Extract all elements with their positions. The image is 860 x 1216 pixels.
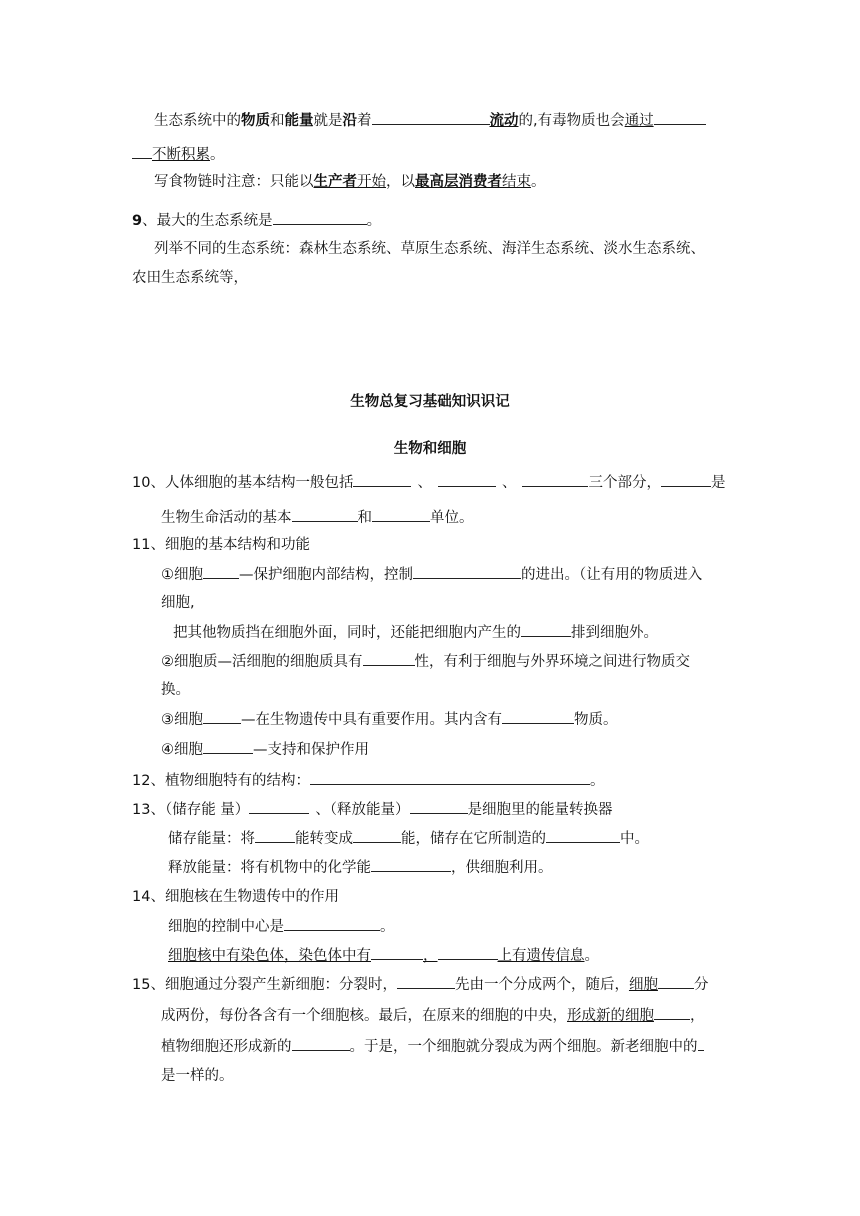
- fill-blank[interactable]: [310, 770, 590, 785]
- text: 能，储存在它所制造的: [401, 831, 546, 847]
- fill-blank[interactable]: [661, 472, 711, 487]
- question-14-line-2: [168, 945, 599, 966]
- text: 13、（储存能 量）: [132, 802, 250, 818]
- fill-blank[interactable]: [521, 622, 571, 637]
- nucleus-line: [161, 709, 618, 730]
- text: 。: [531, 174, 546, 190]
- ecosystem-line-1: [154, 110, 706, 131]
- text: 、最大的生态系统是: [142, 213, 273, 229]
- fill-blank[interactable]: [353, 472, 411, 487]
- question-12: [132, 770, 604, 791]
- question-15-line-3: [161, 1036, 704, 1057]
- fill-blank[interactable]: [371, 945, 423, 960]
- text: 释放能量：将有机物中的化学能: [168, 860, 371, 876]
- text: 就是: [313, 113, 343, 129]
- cell-membrane-line-2: 细胞,: [161, 595, 195, 611]
- text: 15、细胞通过分裂产生新细胞：分裂时，: [132, 977, 397, 993]
- text: 生态系统中的: [154, 113, 241, 129]
- text: 生产者: [313, 174, 357, 190]
- ecosystem-list-line-2: 农田生态系统等，: [132, 270, 248, 286]
- question-14-line-1: [168, 916, 395, 937]
- fill-blank[interactable]: [255, 828, 295, 843]
- text: 物质: [241, 113, 270, 129]
- text: —支持和保护作用: [253, 742, 369, 758]
- text: 的进出。（让有用的物质进入: [521, 567, 703, 583]
- fill-blank[interactable]: [273, 210, 367, 225]
- cell-membrane-line: [161, 564, 702, 585]
- text: ，以: [386, 174, 415, 190]
- fill-blank[interactable]: [372, 507, 430, 522]
- text: 。: [210, 147, 225, 163]
- text: 。于是，一个细胞就分裂成为两个细胞。新老细胞中的: [349, 1039, 698, 1055]
- text: 不断积累: [152, 147, 210, 163]
- fill-blank[interactable]: [372, 110, 490, 125]
- question-13-line-1: [132, 799, 613, 820]
- fill-blank[interactable]: [546, 828, 620, 843]
- fill-blank[interactable]: [522, 472, 588, 487]
- text: 能量: [284, 113, 314, 129]
- question-13-line-2: [168, 828, 649, 849]
- text: 开始: [357, 174, 386, 190]
- cytoplasm-line-2: 换。: [161, 682, 190, 698]
- cell-wall-line: [161, 739, 369, 760]
- cell-membrane-line-3: [173, 622, 658, 643]
- text: 形成新的细胞: [567, 1008, 654, 1024]
- fill-blank[interactable]: [203, 739, 253, 754]
- text: 。: [589, 773, 605, 789]
- text: —在生物遗传中具有重要作用。其内含有: [241, 712, 502, 728]
- ecosystem-list-line-1: 列举不同的生态系统：森林生态系统、草原生态系统、海洋生态系统、淡水生态系统、: [154, 241, 705, 257]
- text: 性，有利于细胞与外界环境之间进行物质交: [414, 654, 690, 670]
- fill-blank[interactable]: [132, 144, 152, 159]
- fill-blank[interactable]: [353, 828, 401, 843]
- fill-blank[interactable]: [502, 709, 574, 724]
- fill-blank[interactable]: [698, 1036, 704, 1051]
- text: 单位。: [430, 510, 474, 526]
- text: ②细胞质—活细胞的细胞质具有: [161, 654, 363, 670]
- text: 沿: [342, 113, 357, 129]
- question-number: 9: [132, 213, 143, 229]
- text: 。: [366, 213, 382, 229]
- fill-blank[interactable]: [438, 945, 498, 960]
- question-10-line-2: [161, 507, 474, 528]
- cytoplasm-line: [161, 651, 690, 672]
- text: —保护细胞内部结构，控制: [239, 567, 413, 583]
- text: ，供细胞利用。: [451, 860, 553, 876]
- fill-blank[interactable]: [654, 1005, 690, 1020]
- fill-blank[interactable]: [203, 709, 241, 724]
- text: 成两份，每份各含有一个细胞核。最后，在原来的细胞的中央，: [161, 1008, 567, 1024]
- text: 的,有毒物质也会: [518, 113, 625, 129]
- fill-blank[interactable]: [203, 564, 239, 579]
- question-15-line-2: [161, 1005, 705, 1026]
- text: 流动: [489, 113, 519, 129]
- fill-blank[interactable]: [292, 507, 358, 522]
- fill-blank[interactable]: [397, 974, 455, 989]
- fill-blank[interactable]: [363, 651, 415, 666]
- text: 和: [357, 510, 372, 526]
- question-9: [132, 210, 381, 231]
- text: 通过: [624, 113, 654, 129]
- text: 和: [270, 113, 285, 129]
- text: 10、人体细胞的基本结构一般包括: [132, 475, 354, 491]
- text: 细胞核中有染色体，染色体中有: [168, 948, 371, 964]
- text: 先由一个分成两个，随后，: [454, 977, 629, 993]
- text: 、: [417, 475, 432, 491]
- text: 中。: [620, 831, 649, 847]
- page-title: 生物总复习基础知识识记: [350, 394, 510, 410]
- text: ，: [423, 948, 438, 964]
- text: 、: [501, 475, 517, 491]
- text: 植物细胞还形成新的: [161, 1039, 292, 1055]
- fill-blank[interactable]: [284, 916, 380, 931]
- text: 12、植物细胞特有的结构：: [132, 773, 310, 789]
- text: 分: [693, 977, 709, 993]
- section-subtitle: 生物和细胞: [393, 441, 467, 457]
- text: 细胞: [628, 977, 658, 993]
- text: 。: [380, 919, 395, 935]
- question-15-line-4: 是一样的。: [161, 1068, 234, 1084]
- fill-blank[interactable]: [658, 974, 694, 989]
- fill-blank[interactable]: [410, 799, 468, 814]
- text: 排到细胞外。: [571, 625, 658, 641]
- question-14-title: 14、细胞核在生物遗传中的作用: [132, 889, 339, 905]
- fill-blank[interactable]: [438, 472, 496, 487]
- fill-blank[interactable]: [249, 799, 309, 814]
- text: 把其他物质挡在细胞外面，同时，还能把细胞内产生的: [173, 625, 521, 641]
- text: ③细胞: [161, 712, 203, 728]
- text: 是: [710, 475, 726, 491]
- fill-blank[interactable]: [413, 564, 521, 579]
- text: ④细胞: [161, 742, 203, 758]
- text: 细胞的控制中心是: [168, 919, 284, 935]
- question-13-line-3: [168, 857, 553, 878]
- text: 物质。: [574, 712, 618, 728]
- fill-blank[interactable]: [371, 857, 451, 872]
- text: 最高层消费者: [415, 174, 502, 190]
- text: 能转变成: [295, 831, 353, 847]
- food-chain-note: [154, 172, 546, 192]
- text: 着: [357, 113, 372, 129]
- text: ，: [690, 1008, 705, 1024]
- fill-blank[interactable]: [292, 1036, 350, 1051]
- question-10-line-1: [132, 472, 725, 493]
- ecosystem-line-2: [132, 144, 225, 165]
- text: 写食物链时注意：只能以: [154, 174, 314, 190]
- question-11-title: 11、细胞的基本结构和功能: [132, 537, 310, 553]
- text: ①细胞: [161, 567, 203, 583]
- text: 上有遗传信息: [497, 948, 585, 964]
- fill-blank[interactable]: [654, 110, 706, 125]
- text: 三个部分，: [588, 475, 661, 491]
- text: 储存能量：将: [168, 831, 255, 847]
- text: 、（释放能量）: [315, 802, 410, 818]
- question-15-line-1: [132, 974, 708, 995]
- text: 是细胞里的能量转换器: [467, 802, 613, 818]
- text: 结束: [502, 174, 531, 190]
- text: 。: [584, 948, 599, 964]
- text: 生物生命活动的基本: [161, 510, 292, 526]
